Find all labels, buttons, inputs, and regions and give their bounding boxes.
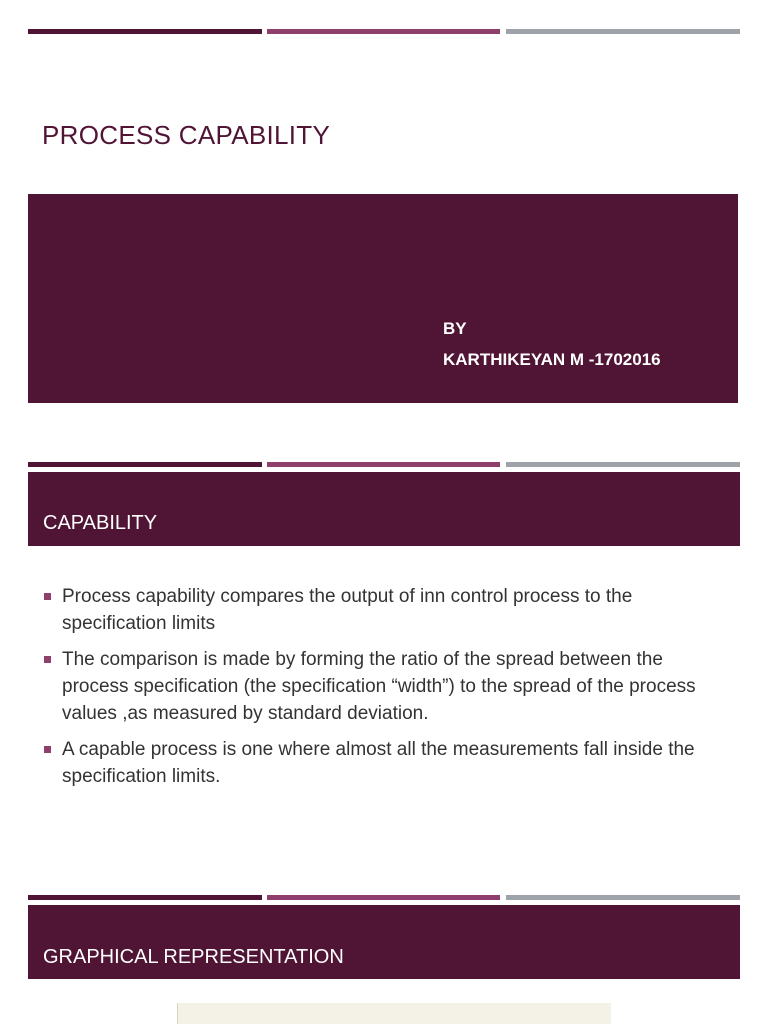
slide1-accent-bars <box>28 29 740 34</box>
bullet-item <box>44 736 724 790</box>
accent-bar-magenta <box>267 29 500 34</box>
author-name: KARTHIKEYAN M -1702016 <box>443 350 661 369</box>
accent-bar-magenta <box>267 895 500 900</box>
section-header-capability <box>28 472 740 546</box>
accent-bar-magenta <box>267 462 500 467</box>
accent-bar-dark <box>28 895 262 900</box>
bullet-list <box>44 583 724 799</box>
slide-title: PROCESS CAPABILITY <box>42 120 331 150</box>
square-bullet-icon <box>44 593 51 600</box>
figure-image <box>177 1003 611 1024</box>
section-header-graphical <box>28 905 740 979</box>
accent-bar-gray <box>506 29 740 34</box>
accent-bar-gray <box>506 895 740 900</box>
square-bullet-icon <box>44 746 51 753</box>
slide3-accent-bars <box>28 895 740 900</box>
square-bullet-icon <box>44 656 51 663</box>
bullet-item <box>44 583 724 637</box>
bullet-item <box>44 646 724 727</box>
bullet-text: The comparison is made by forming the ratio of the spread between the process specification (the specification “width”) to the spread of the process values ,as measured by standard deviation. <box>62 649 696 724</box>
title-banner <box>28 194 738 403</box>
accent-bar-dark <box>28 29 262 34</box>
bullet-text: A capable process is one where almost all the measurements fall inside the specification limits. <box>62 739 695 787</box>
accent-bar-dark <box>28 462 262 467</box>
accent-bar-gray <box>506 462 740 467</box>
section-title: CAPABILITY <box>43 512 158 534</box>
slide2-accent-bars <box>28 462 740 467</box>
bullet-text: Process capability compares the output of inn control process to the specification limits <box>62 586 633 634</box>
section-title: GRAPHICAL REPRESENTATION <box>43 946 344 968</box>
by-label: BY <box>443 319 467 338</box>
